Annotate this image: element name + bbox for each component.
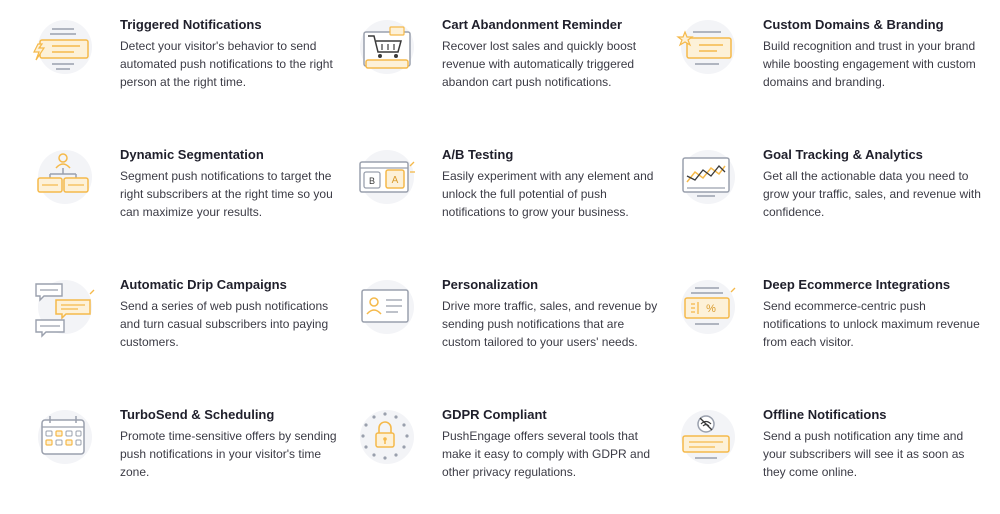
feature-title: Custom Domains & Branding — [763, 17, 944, 32]
star-branding-icon — [673, 14, 739, 80]
feature-description: Easily experiment with any element and unlock the full potential of push notifications to grow your business. — [442, 169, 654, 219]
feature-title: Offline Notifications — [763, 407, 887, 422]
ecommerce-percent-icon — [673, 274, 739, 340]
svg-text:A: A — [391, 175, 399, 186]
feature-title: Cart Abandonment Reminder — [442, 17, 623, 32]
calendar-schedule-icon — [30, 404, 96, 470]
segmentation-icon — [30, 144, 96, 210]
feature-description: Promote time-sensitive offers by sending push notifications in your visitor's time zone. — [120, 429, 337, 479]
lightning-notification-icon — [30, 14, 96, 80]
svg-text:B: B — [368, 176, 376, 186]
feature-description: Segment push notifications to target the right subscribers at the right time so you can maximize your results. — [120, 169, 333, 219]
feature-cart-abandonment — [352, 14, 672, 124]
feature-title: Personalization — [442, 277, 539, 292]
gdpr-lock-icon — [352, 404, 418, 470]
svg-text:%: % — [706, 303, 716, 315]
feature-offline-notifications — [673, 404, 993, 514]
feature-ab-testing — [352, 144, 672, 254]
feature-title: Automatic Drip Campaigns — [120, 277, 287, 292]
feature-ecommerce-integrations — [673, 274, 993, 384]
offline-notification-icon — [673, 404, 739, 470]
feature-description: Detect your visitor's behavior to send automated push notifications to the right person at the right time. — [120, 39, 333, 89]
feature-turbosend-scheduling — [30, 404, 350, 514]
feature-title: TurboSend & Scheduling — [120, 407, 275, 422]
feature-custom-domains — [673, 14, 993, 124]
feature-dynamic-segmentation — [30, 144, 350, 254]
feature-description: Build recognition and trust in your brand while boosting engagement with custom domains and branding. — [763, 39, 976, 89]
analytics-chart-icon — [673, 144, 739, 210]
feature-description: Send a push notification any time and your subscribers will see it as soon as they come online. — [763, 429, 965, 479]
feature-title: Triggered Notifications — [120, 17, 262, 32]
feature-description: Drive more traffic, sales, and revenue by sending push notifications that are custom tailored to your users' needs. — [442, 299, 658, 349]
feature-title: A/B Testing — [442, 147, 514, 162]
feature-title: Dynamic Segmentation — [120, 147, 264, 162]
shopping-cart-icon — [352, 14, 418, 80]
feature-title: Deep Ecommerce Integrations — [763, 277, 951, 292]
feature-personalization — [352, 274, 672, 384]
feature-drip-campaigns — [30, 274, 350, 384]
feature-description: Get all the actionable data you need to grow your traffic, sales, and revenue with confidence. — [763, 169, 981, 219]
feature-description: Recover lost sales and quickly boost revenue with automatically triggered abandon cart push notifications. — [442, 39, 637, 89]
feature-triggered-notifications — [30, 14, 350, 124]
user-card-icon — [352, 274, 418, 340]
feature-title: GDPR Compliant — [442, 407, 547, 422]
drip-campaign-icon — [30, 274, 96, 340]
ab-testing-icon — [352, 144, 418, 210]
feature-description: Send a series of web push notifications and turn casual subscribers into paying customers. — [120, 299, 329, 349]
feature-description: Send ecommerce-centric push notifications to unlock maximum revenue from each visitor. — [763, 299, 980, 349]
feature-goal-tracking — [673, 144, 993, 254]
feature-title: Goal Tracking & Analytics — [763, 147, 923, 162]
feature-gdpr-compliant — [352, 404, 672, 514]
feature-description: PushEngage offers several tools that make it easy to comply with GDPR and other privacy regulations. — [442, 429, 651, 479]
